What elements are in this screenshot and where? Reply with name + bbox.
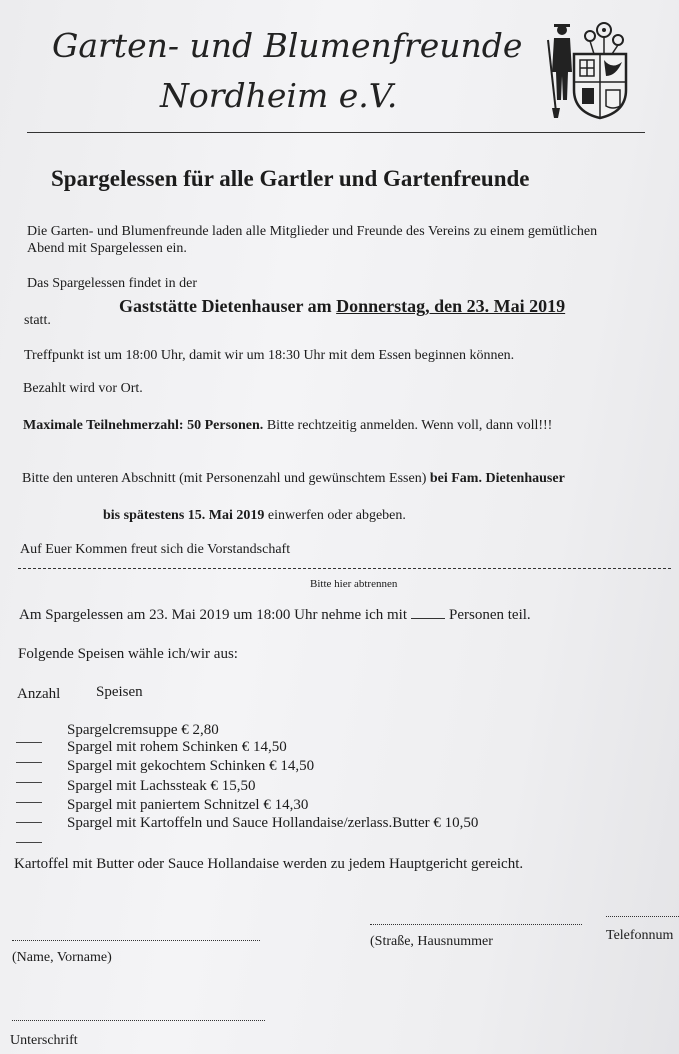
deadline-date: bis spätestens 15. Mai 2019 (103, 508, 265, 523)
return-recipient: bei Fam. Dietenhauser (429, 471, 565, 486)
signature-field-line[interactable] (12, 1020, 265, 1021)
max-participants (23, 418, 552, 434)
deadline (103, 508, 406, 524)
venue-line (119, 296, 565, 317)
dish-quantity-field[interactable] (16, 822, 42, 823)
column-dishes: Speisen (96, 684, 143, 700)
club-name-line1: Garten- und Blumenfreunde (52, 26, 523, 65)
page-title: Spargelessen für alle Gartler und Gartenfreunde (51, 166, 530, 191)
attendance-text: Am Spargelessen am 23. Mai 2019 um 18:00 Uhr nehme ich mit (19, 607, 408, 623)
payment-note: Bezahlt wird vor Ort. (23, 381, 143, 396)
dish-quantity-field[interactable] (16, 782, 42, 783)
column-count: Anzahl (17, 686, 61, 702)
street-label: (Straße, Hausnummer (370, 934, 493, 949)
venue-date: Donnerstag, den 23. Mai 2019 (336, 296, 566, 316)
choose-dishes-label: Folgende Speisen wähle ich/wir aus: (18, 646, 238, 662)
phone-field-line[interactable] (606, 916, 679, 917)
intro-line-1: Die Garten- und Blumenfreunde laden alle Mitglieder und Freunde des Vereins zu einem gemütlichen (27, 224, 598, 239)
signature-label: Unterschrift (10, 1033, 78, 1048)
dish-item: Spargel mit Kartoffeln und Sauce Hollandaise/zerlass.Butter € 10,50 (67, 815, 479, 831)
closing-line: Auf Euer Kommen freut sich die Vorstandschaft (20, 542, 291, 557)
club-emblem-icon (542, 20, 630, 120)
dish-item: Spargel mit paniertem Schnitzel € 14,30 (67, 797, 309, 813)
phone-label: Telefonnum (606, 928, 674, 943)
cut-line (18, 568, 671, 569)
name-field-line[interactable] (12, 940, 260, 941)
venue-intro: Das Spargelessen findet in der (27, 276, 198, 291)
street-field-line[interactable] (370, 924, 582, 925)
side-dish-note: Kartoffel mit Butter oder Sauce Hollandaise werden zu jedem Hauptgericht gereicht. (14, 856, 524, 872)
club-name-line2: Nordheim e.V. (160, 76, 398, 115)
dish-item: Spargelcremsuppe € 2,80 (67, 722, 219, 738)
dish-quantity-field[interactable] (16, 842, 42, 843)
meeting-time: Treffpunkt ist um 18:00 Uhr, damit wir um 18:30 Uhr mit dem Essen beginnen können. (24, 348, 515, 363)
attendance-line (19, 606, 531, 624)
venue-suffix: statt. (24, 313, 51, 328)
max-participants-bold: Maximale Teilnehmerzahl: 50 Personen. (23, 418, 264, 433)
dish-item: Spargel mit gekochtem Schinken € 14,50 (67, 758, 315, 774)
dish-quantity-field[interactable] (16, 742, 42, 743)
header-divider (27, 132, 645, 133)
return-instructions-text: Bitte den unteren Abschnitt (mit Personenzahl und gewünschtem Essen) (22, 471, 427, 486)
name-label: (Name, Vorname) (12, 950, 112, 965)
return-instructions (22, 471, 565, 487)
attendance-suffix: Personen teil. (449, 607, 531, 623)
dish-quantity-field[interactable] (16, 762, 42, 763)
persons-count-field[interactable] (411, 606, 445, 619)
dish-quantity-field[interactable] (16, 802, 42, 803)
deadline-rest: einwerfen oder abgeben. (267, 508, 406, 523)
intro-line-2: Abend mit Spargelessen ein. (27, 241, 187, 256)
venue-name: Gaststätte Dietenhauser am (119, 296, 332, 316)
max-participants-rest: Bitte rechtzeitig anmelden. Wenn voll, dann voll!!! (266, 418, 553, 433)
cut-note: Bitte hier abtrennen (310, 578, 398, 590)
dish-item: Spargel mit rohem Schinken € 14,50 (67, 739, 287, 755)
dish-item: Spargel mit Lachssteak € 15,50 (67, 778, 256, 794)
